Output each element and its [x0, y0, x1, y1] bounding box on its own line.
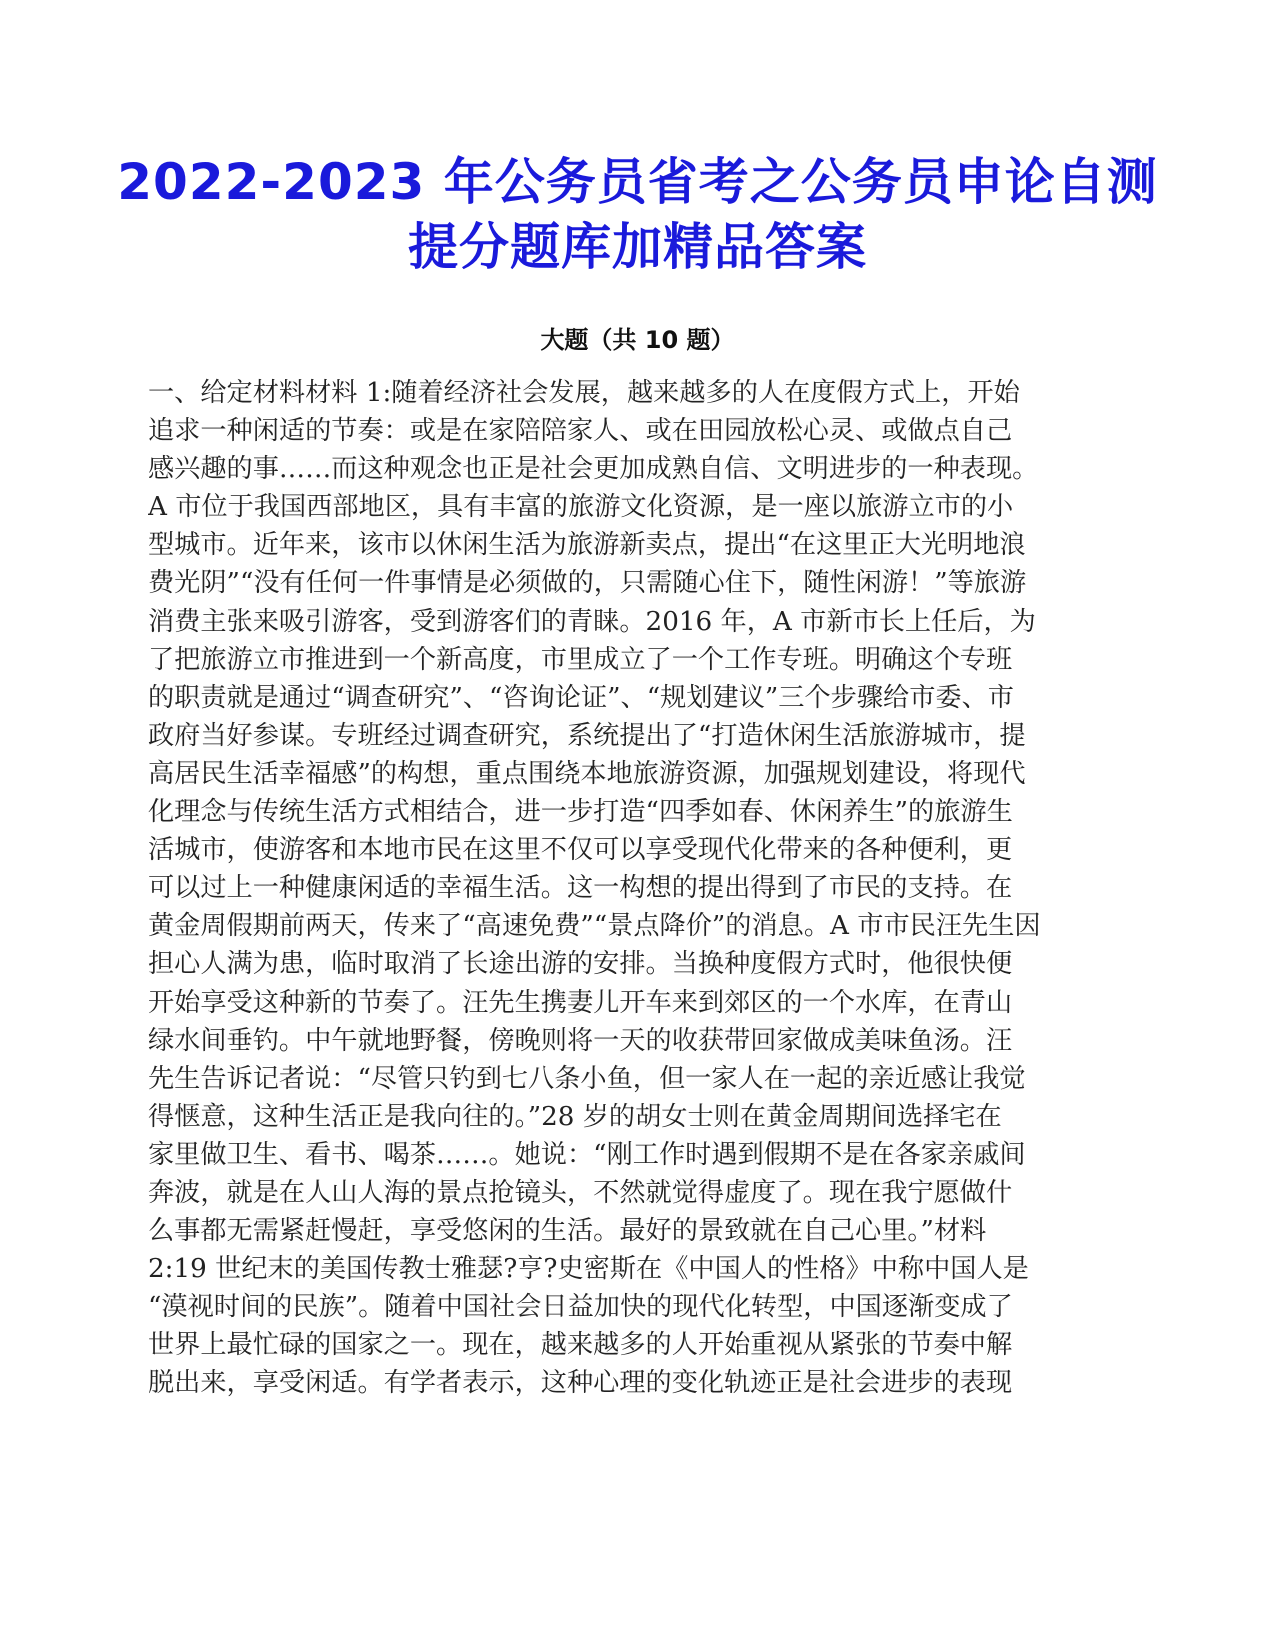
- body-line: 追求一种闲适的节奏：或是在家陪陪家人、或在田园放松心灵、或做点自己: [148, 416, 1013, 447]
- body-line: 家里做卫生、看书、喝茶……。她说：“刚工作时遇到假期不是在各家亲戚间: [148, 1139, 1026, 1170]
- section-heading: 大题（共 10 题）: [540, 326, 735, 354]
- body-line: 世界上最忙碌的国家之一。现在，越来越多的人开始重视从紧张的节奏中解: [148, 1330, 1013, 1361]
- body-line: 化理念与传统生活方式相结合，进一步打造“四季如春、休闲养生”的旅游生: [148, 797, 1013, 828]
- body-line: 得惬意，这种生活正是我向往的。”28 岁的胡女士则在黄金周期间选择宅在: [148, 1101, 1002, 1132]
- body-line: 的职责就是通过“调查研究”、“咨询论证”、“规划建议”三个步骤给市委、市: [148, 682, 1014, 713]
- body-line: 消费主张来吸引游客，受到游客们的青睐。2016 年，A 市新市长上任后，为: [148, 606, 1036, 637]
- body-line: 绿水间垂钓。中午就地野餐，傍晚则将一天的收获带回家做成美味鱼汤。汪: [148, 1025, 1013, 1056]
- body-line: 可以过上一种健康闲适的幸福生活。这一构想的提出得到了市民的支持。在: [148, 873, 1013, 904]
- body-line: 2:19 世纪末的美国传教士雅瑟?亨?史密斯在《中国人的性格》中称中国人是: [148, 1254, 1029, 1285]
- body-line: 黄金周假期前两天，传来了“高速免费”“景点降价”的消息。A 市市民汪先生因: [148, 911, 1041, 942]
- body-line: 担心人满为患，临时取消了长途出游的安排。当换种度假方式时，他很快便: [148, 949, 1013, 980]
- body-line: 开始享受这种新的节奏了。汪先生携妻儿开车来到郊区的一个水库，在青山: [148, 987, 1013, 1018]
- body-line: 费光阴”“没有任何一件事情是必须做的，只需随心住下，随性闲游！”等旅游: [148, 568, 1027, 599]
- document-title-line-2: 提分题库加精品答案: [408, 218, 867, 276]
- document-title-line-1: 2022-2023 年公务员省考之公务员申论自测: [117, 153, 1158, 211]
- body-line: 了把旅游立市推进到一个新高度，市里成立了一个工作专班。明确这个专班: [148, 644, 1013, 675]
- body-line: 先生告诉记者说：“尽管只钓到七八条小鱼，但一家人在一起的亲近感让我觉: [148, 1063, 1026, 1094]
- body-line: 感兴趣的事……而这种观念也正是社会更加成熟自信、文明进步的一种表现。: [148, 454, 1039, 485]
- body-line: 脱出来，享受闲适。有学者表示，这种心理的变化轨迹正是社会进步的表现: [148, 1368, 1013, 1399]
- body-line: 活城市，使游客和本地市民在这里不仅可以享受现代化带来的各种便利，更: [148, 835, 1013, 866]
- body-line: 政府当好参谋。专班经过调查研究，系统提出了“打造休闲生活旅游城市，提: [148, 720, 1026, 751]
- body-line: A 市位于我国西部地区，具有丰富的旅游文化资源，是一座以旅游立市的小: [148, 492, 1014, 523]
- body-line: 么事都无需紧赶慢赶，享受悠闲的生活。最好的景致就在自己心里。”材料: [148, 1216, 987, 1247]
- body-line: 高居民生活幸福感”的构想，重点围绕本地旅游资源，加强规划建设，将现代: [148, 758, 1026, 789]
- body-line: 型城市。近年来，该市以休闲生活为旅游新卖点，提出“在这里正大光明地浪: [148, 530, 1026, 561]
- body-line: “漠视时间的民族”。随着中国社会日益加快的现代化转型，中国逐渐变成了: [148, 1292, 1013, 1323]
- body-line: 奔波，就是在人山人海的景点抢镜头，不然就觉得虚度了。现在我宁愿做什: [148, 1177, 1013, 1208]
- body-line: 一、给定材料材料 1:随着经济社会发展，越来越多的人在度假方式上，开始: [148, 378, 1020, 408]
- body-text: [148, 374, 1128, 1403]
